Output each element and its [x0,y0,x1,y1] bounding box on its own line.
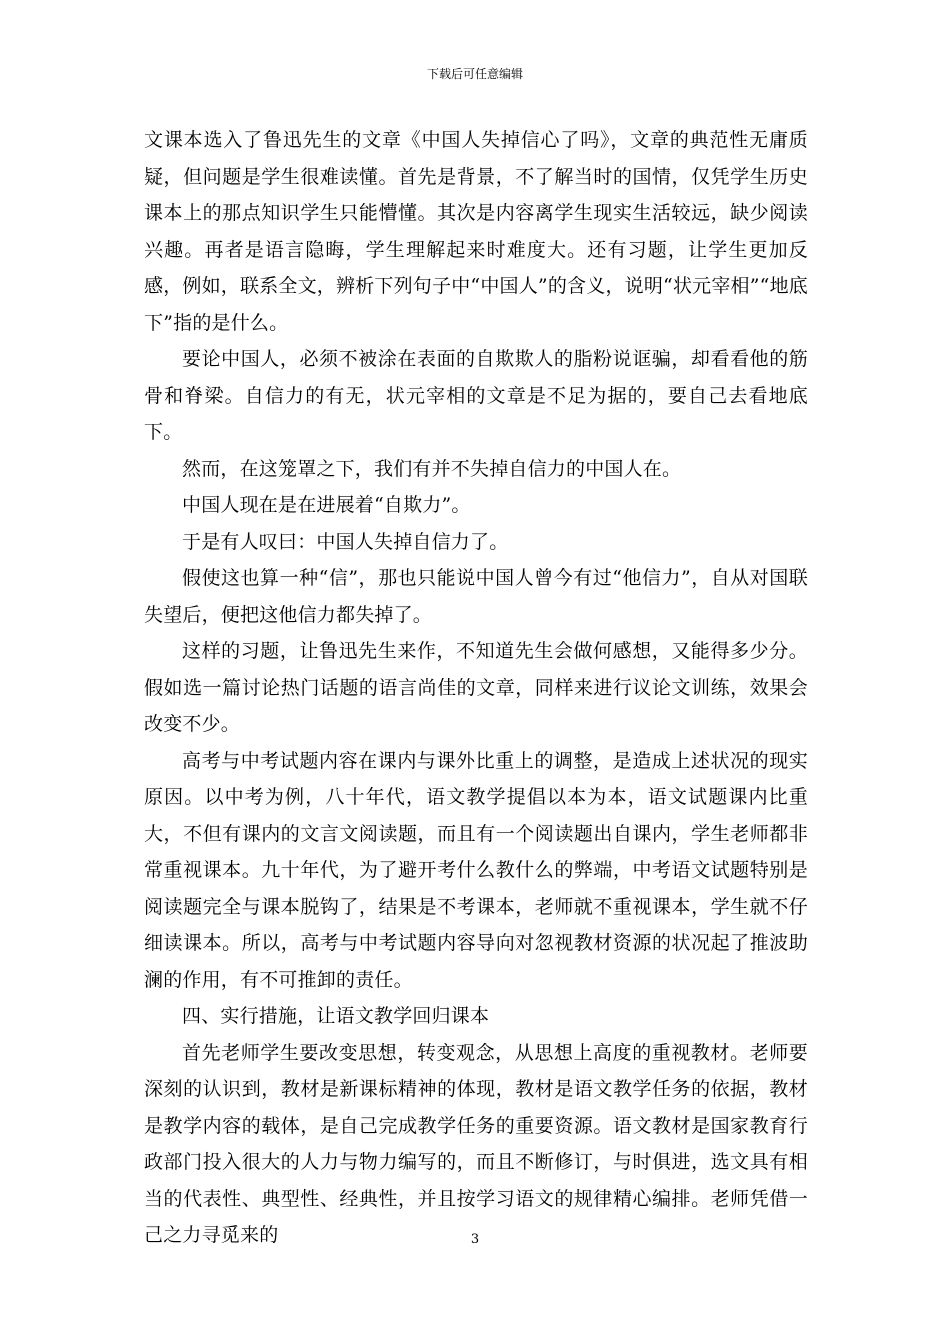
paragraph-2: 要论中国人，必须不被涂在表面的自欺欺人的脂粉说诓骗，却看看他的筋骨和脊梁。自信力的有无，状元宰相的文章是不足为据的，要自己去看地底下。 [144,348,808,443]
paragraph-10: 首先老师学生要改变思想，转变观念，从思想上高度的重视教材。老师要深刻的认识到，教材是新课标精神的体现，教材是语文教学任务的依据，教材是教学内容的载体，是自己完成教学任务的重要资源。语文教材是国家教育行政部门投入很大的人力与物力编写的，而且不断修订，与时俱进，选文具有相当的代表性、典型性、经典性，并且按学习语文的规律精心编排。老师凭借一己之力寻觅来的 [144,1041,808,1246]
paragraph-5: 于是有人叹曰：中国人失掉自信力了。 [182,530,509,553]
paragraph-8: 高考与中考试题内容在课内与课外比重上的调整，是造成上述状况的现实原因。以中考为例，八十年代，语文教学提倡以本为本，语文试题课内比重大，不但有课内的文言文阅读题，而且有一个阅读题出自课内，学生老师都非常重视课本。九十年代，为了避开考什么教什么的弊端，中考语文试题特别是阅读题完全与课本脱钩了，结果是不考课本，老师就不重视课本，学生就不仔细读课本。所以，高考与中考试题内容导向对忽视教材资源的状况起了推波助澜的作用，有不可推卸的责任。 [144,749,808,991]
section-heading: 四、实行措施，让语文教学回归课本 [182,1005,490,1027]
page-number: 3 [470,1232,480,1247]
paragraph-6: 假使这也算一种“信”，那也只能说中国人曾今有过“他信力”，自从对国联失望后，便把这他信力都失掉了。 [144,567,808,626]
page-header: 下载后可任意编辑 [426,67,523,81]
paragraph-3: 然而，在这笼罩之下，我们有并不失掉自信力的中国人在。 [182,457,682,480]
paragraph-4: 中国人现在是在进展着“自欺力”。 [182,494,471,516]
document-body [144,122,808,1254]
paragraph-7: 这样的习题，让鲁迅先生来作，不知道先生会做何感想，又能得多少分。假如选一篇讨论热门话题的语言尚佳的文章，同样来进行议论文训练，效果会改变不少。 [144,640,808,735]
paragraph-1: 文课本选入了鲁迅先生的文章《中国人失掉信心了吗》，文章的典范性无庸质疑，但问题是学生很难读懂。首先是背景，不了解当时的国情，仅凭学生历史课本上的那点知识学生只能懵懂。其次是内容离学生现实生活较远，缺少阅读兴趣。再者是语言隐晦，学生理解起来时难度大。还有习题，让学生更加反感，例如，联系全文，辨析下列句子中“中国人”的含义，说明“状元宰相”“地底下”指的是什么。 [144,129,808,334]
